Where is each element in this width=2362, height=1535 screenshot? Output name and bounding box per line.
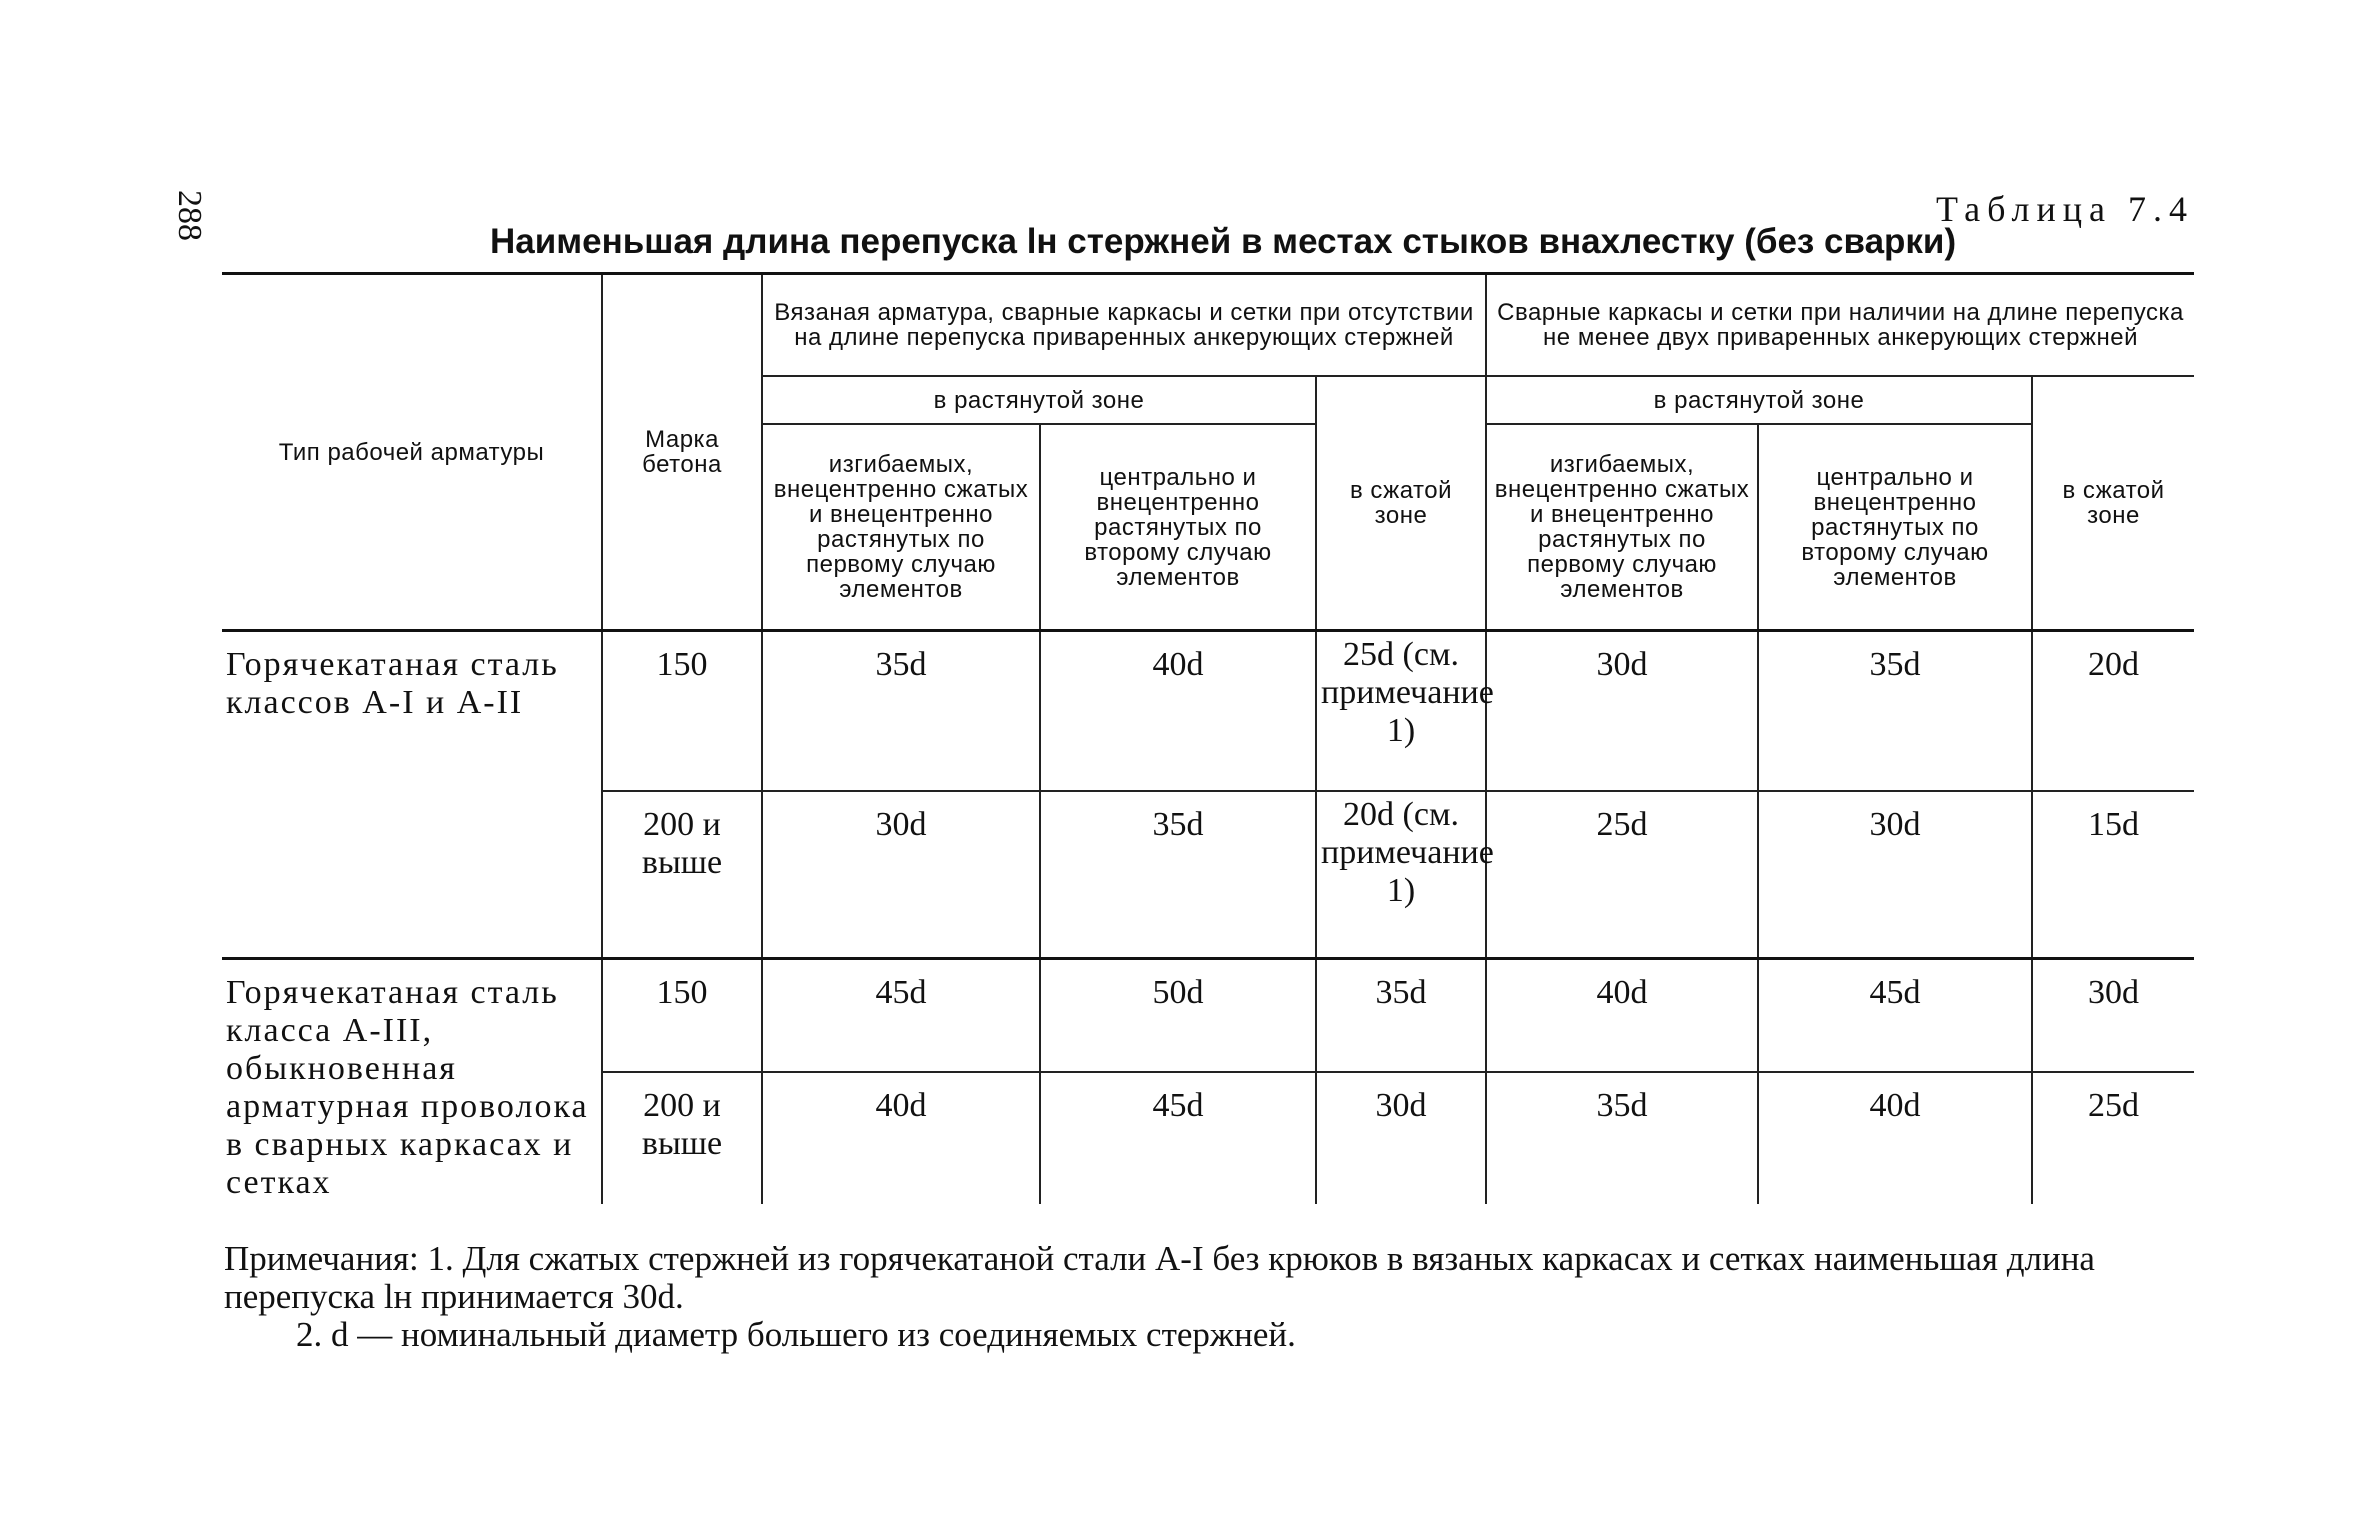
table-cell: 200 и выше <box>602 1072 762 1204</box>
header-compression-1: в сжатой зоне <box>1316 376 1486 631</box>
header-compression-2: в сжатой зоне <box>2032 376 2194 631</box>
table-cell: 40d <box>762 1072 1040 1204</box>
header-group-2: Сварные каркасы и сетки при наличии на длине перепуска не менее двух приваренных анкерующих стержней <box>1486 274 2194 377</box>
table-cell: 150 <box>602 631 762 791</box>
table-cell: 40d <box>1040 631 1316 791</box>
header-central-1: центрально и внецентренно растянутых по второму случаю элементов <box>1040 424 1316 631</box>
table-cell: 40d <box>1758 1072 2032 1204</box>
data-table <box>222 272 2194 1204</box>
group-1-type: Горячекатаная сталь классов А-I и А-II <box>222 631 602 959</box>
table-cell: 30d <box>1316 1072 1486 1204</box>
header-type: Тип рабочей арматуры <box>222 274 602 631</box>
table-cell: 45d <box>1758 959 2032 1073</box>
table-cell: 25d <box>2032 1072 2194 1204</box>
table-cell: 35d <box>1486 1072 1758 1204</box>
table-cell: 35d <box>762 631 1040 791</box>
table-cell: 35d <box>1040 791 1316 959</box>
table-cell: 50d <box>1040 959 1316 1073</box>
table-cell: 40d <box>1486 959 1758 1073</box>
table-cell: 150 <box>602 959 762 1073</box>
table-cell: 25d <box>1486 791 1758 959</box>
note-1: Примечания: 1. Для сжатых стержней из горячекатаной стали А-I без крюков в вязаных каркасах и сетках наименьшая длина перепуска lн принимается 30d. <box>224 1239 2095 1316</box>
header-group-1: Вязаная арматура, сварные каркасы и сетки при отсутствии на длине перепуска приваренных анкерующих стержней <box>762 274 1486 377</box>
table-cell: 45d <box>762 959 1040 1073</box>
header-central-2: центрально и внецентренно растянутых по второму случаю элементов <box>1758 424 2032 631</box>
table-cell: 35d <box>1316 959 1486 1073</box>
table-cell: 30d <box>1758 791 2032 959</box>
table-cell: 20d <box>2032 631 2194 791</box>
table-cell: 30d <box>762 791 1040 959</box>
header-bending-2: изгибаемых, внецентренно сжатых и внецентренно растянутых по первому случаю элементов <box>1486 424 1758 631</box>
header-grade: Марка бетона <box>602 274 762 631</box>
notes <box>224 1240 2194 1354</box>
table-cell: 200 и выше <box>602 791 762 959</box>
table-cell: 15d <box>2032 791 2194 959</box>
table-label: Таблица 7.4 <box>1936 189 2194 229</box>
table-cell: 35d <box>1758 631 2032 791</box>
table-cell: 25d (см. примечание 1) <box>1316 631 1486 791</box>
header-bending-1: изгибаемых, внецентренно сжатых и внецентренно растянутых по первому случаю элементов <box>762 424 1040 631</box>
table-cell: 30d <box>1486 631 1758 791</box>
table-cell: 45d <box>1040 1072 1316 1204</box>
note-2: 2. d — номинальный диаметр большего из соединяемых стержней. <box>296 1315 1296 1354</box>
table-cell: 30d <box>2032 959 2194 1073</box>
header-tension-1: в растянутой зоне <box>762 376 1316 424</box>
table-cell: 20d (см. примечание 1) <box>1316 791 1486 959</box>
page-number: 288 <box>171 190 208 241</box>
table-title: Наименьшая длина перепуска lн стержней в местах стыков внахлестку (без сварки) <box>490 222 1957 261</box>
header-tension-2: в растянутой зоне <box>1486 376 2032 424</box>
group-2-type: Горячекатаная сталь класса А-III, обыкновенная арматурная проволока в сварных каркасах и сетках <box>222 959 602 1205</box>
